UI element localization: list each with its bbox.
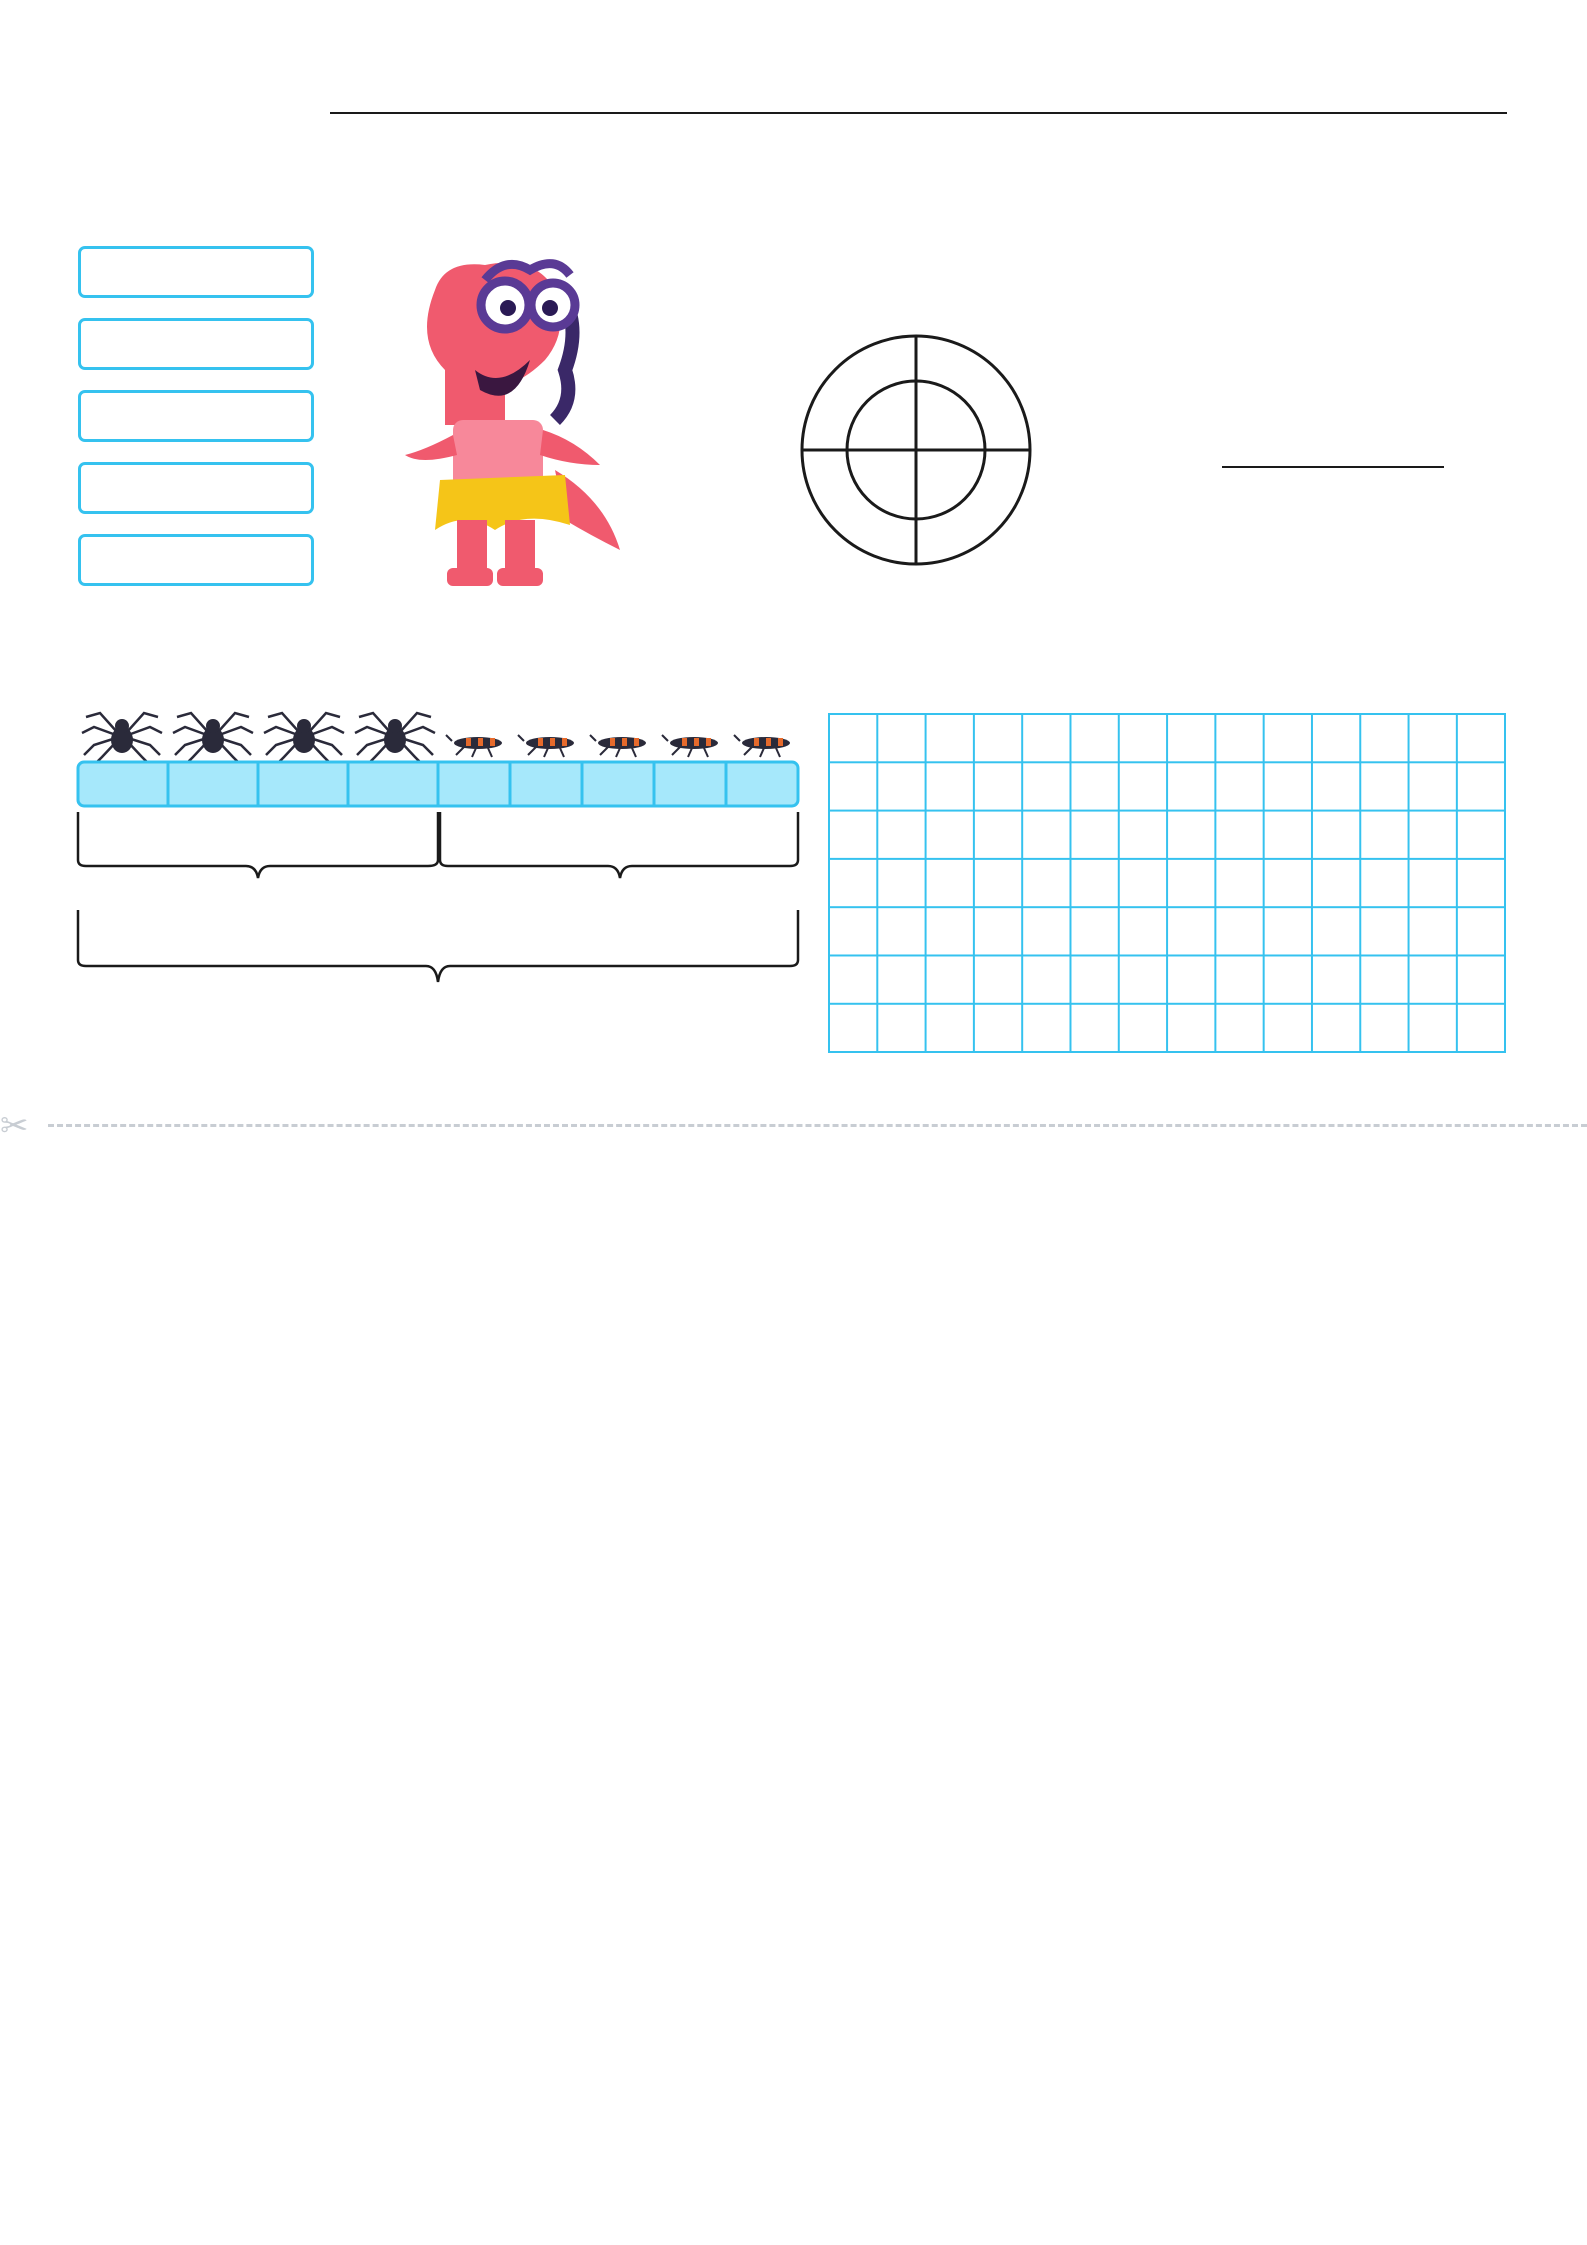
scissors-icon: ✂ bbox=[0, 1107, 29, 1145]
worksheet-top bbox=[0, 0, 1587, 1090]
bug-icon bbox=[662, 735, 718, 757]
spider-icon bbox=[355, 713, 435, 765]
insects-row bbox=[78, 695, 798, 765]
number-circle-diagram bbox=[796, 330, 1036, 570]
spider-icon bbox=[82, 713, 162, 765]
exercise-box[interactable] bbox=[78, 462, 314, 514]
cut-line bbox=[48, 1124, 1587, 1127]
exercise-box[interactable] bbox=[78, 390, 314, 442]
solution-grid[interactable] bbox=[828, 713, 1506, 1053]
exercise-box[interactable] bbox=[78, 246, 314, 298]
dino-mascot bbox=[405, 250, 645, 590]
bug-icon bbox=[590, 735, 646, 757]
task2-answer-field[interactable] bbox=[1222, 466, 1444, 468]
spider-icon bbox=[264, 713, 344, 765]
exercise-box[interactable] bbox=[78, 534, 314, 586]
name-field[interactable] bbox=[330, 112, 1507, 114]
bug-icon bbox=[518, 735, 574, 757]
segment-diagram bbox=[76, 760, 806, 1090]
bug-icon bbox=[446, 735, 502, 757]
exercise-box[interactable] bbox=[78, 318, 314, 370]
spider-icon bbox=[173, 713, 253, 765]
bug-icon bbox=[734, 735, 790, 757]
